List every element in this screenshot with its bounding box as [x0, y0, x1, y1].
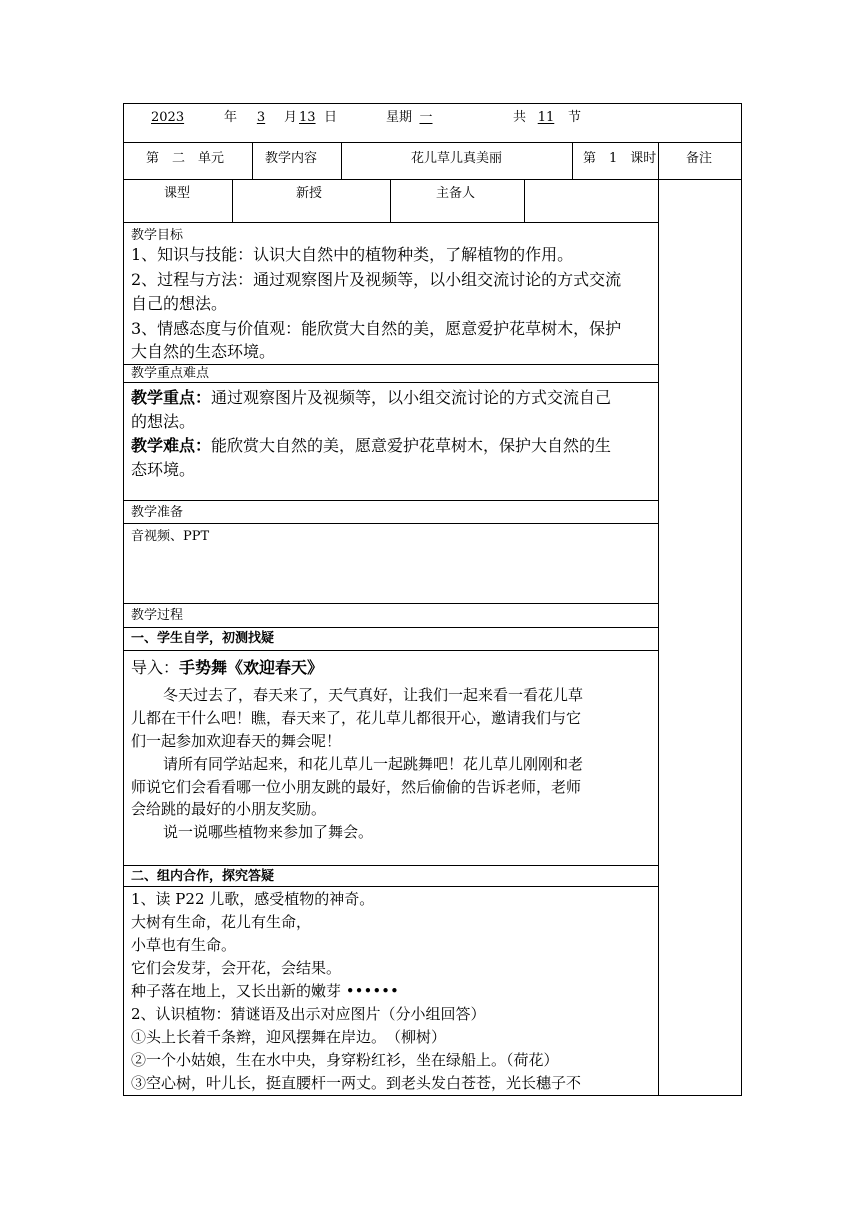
table-top-border	[123, 103, 742, 104]
weekday-value: 一	[419, 110, 433, 125]
difficulty-text-cont: 态环境。	[131, 460, 196, 479]
row-divider-header	[123, 142, 742, 143]
objectives-label: 教学目标	[131, 228, 184, 243]
difficulty-label: 教学难点：	[131, 436, 212, 455]
preparer-column-divider	[524, 179, 525, 223]
weekday-label: 星期	[386, 110, 413, 125]
process-label: 教学过程	[131, 608, 184, 623]
focus-label: 教学重点：	[131, 388, 212, 407]
objective-line: 大自然的生态环境。	[131, 342, 276, 361]
intro-paragraph-line: 会给跳的最好的小朋友奖励。	[131, 800, 327, 818]
section2-line: 它们会发芽，会开花，会结果。	[131, 959, 342, 977]
section2-title: 二、组内合作，探究答疑	[131, 869, 275, 884]
row-divider-process-label	[123, 627, 659, 628]
row-divider-section1	[123, 650, 659, 651]
section2-line: 1、读 P22 儿歌，感受植物的神奇。	[131, 890, 375, 908]
section2-line: 小草也有生命。	[131, 936, 237, 954]
intro-paragraph-line: 师说它们会看看哪一位小朋友跳的最好，然后偷偷的告诉老师，老师	[131, 778, 582, 796]
remarks-column-divider	[658, 142, 659, 1096]
focus-text: 通过观察图片及视频等，以小组交流讨论的方式交流自己	[211, 388, 612, 407]
type-column-divider	[232, 179, 233, 223]
intro-prefix: 导入：	[131, 658, 180, 677]
key-points-label: 教学重点难点	[131, 366, 210, 381]
day-value: 13	[299, 110, 316, 125]
section2-line: 大树有生命，花儿有生命，	[131, 913, 312, 931]
focus-text-cont: 的想法。	[131, 412, 196, 431]
unit-column-divider	[252, 142, 253, 180]
table-bottom-border	[123, 1095, 742, 1096]
lesson-title: 花儿草儿真美丽	[410, 151, 502, 166]
preparer-label: 主备人	[436, 186, 476, 201]
table-right-border	[741, 103, 742, 1096]
section1-title: 一、学生自学，初测找疑	[131, 631, 275, 646]
preparation-label: 教学准备	[131, 505, 184, 520]
type-value: 新授	[296, 186, 323, 201]
intro-title: 手势舞《欢迎春天》	[179, 658, 324, 677]
intro-paragraph-line: 儿都在干什么吧！瞧，春天来了，花儿草儿都很开心，邀请我们与它	[131, 709, 582, 727]
preparation-value: 音视频、PPT	[131, 529, 210, 544]
focus-line	[131, 390, 611, 406]
section2-line: ③空心树，叶儿长，挺直腰杆一两丈。到老头发白苍苍，光长穗子不	[131, 1074, 582, 1092]
table-left-border	[123, 103, 124, 1096]
month-suffix: 月	[284, 110, 298, 125]
intro-paragraph-line: 们一起参加欢迎春天的舞会呢！	[131, 732, 342, 750]
day-suffix: 日	[324, 110, 338, 125]
month-value: 3	[256, 110, 266, 125]
total-value: 11	[537, 110, 555, 125]
title-column-divider	[572, 142, 573, 180]
type-label: 课型	[164, 186, 191, 201]
objective-line: 3、情感态度与价值观：能欣赏大自然的美，愿意爱护花草树木，保护	[131, 319, 622, 338]
intro-line	[131, 660, 323, 676]
intro-paragraph-line: 请所有同学站起来，和花儿草儿一起跳舞吧！花儿草儿刚刚和老	[163, 755, 584, 773]
year-value: 2023	[151, 110, 185, 125]
row-divider-section2	[123, 886, 659, 887]
row-divider-unit	[123, 179, 742, 180]
period-cell: 第 1 课时	[583, 151, 657, 166]
row-divider-keypoints	[123, 500, 659, 501]
row-divider-prep-label	[123, 523, 659, 524]
intro-paragraph-line: 说一说哪些植物来参加了舞会。	[163, 823, 374, 841]
year-suffix: 年	[224, 110, 238, 125]
type-value-column-divider	[390, 179, 391, 223]
content-label: 教学内容	[265, 151, 318, 166]
total-suffix: 节	[568, 110, 582, 125]
row-divider-type	[123, 222, 659, 223]
row-divider-keypoints-label	[123, 382, 659, 383]
row-divider-prep	[123, 603, 659, 604]
objective-line: 自己的想法。	[131, 294, 228, 313]
section2-line: 2、认识植物：猜谜语及出示对应图片（分小组回答）	[131, 1005, 486, 1023]
total-label: 共	[513, 110, 527, 125]
difficulty-text: 能欣赏大自然的美，愿意爱护花草树木，保护大自然的生	[211, 436, 612, 455]
difficulty-line	[131, 438, 611, 454]
remarks-label: 备注	[686, 151, 713, 166]
objective-line: 1、知识与技能：认识大自然中的植物种类，了解植物的作用。	[131, 245, 574, 264]
unit-cell: 第 二 单元	[146, 151, 225, 166]
row-divider-objectives	[123, 364, 659, 365]
section2-line: ②一个小姑娘，生在水中央，身穿粉红衫，坐在绿船上。（荷花）	[131, 1051, 559, 1069]
objective-line: 2、过程与方法：通过观察图片及视频等，以小组交流讨论的方式交流	[131, 270, 622, 289]
row-divider-section1-body	[123, 865, 659, 866]
intro-paragraph-line: 冬天过去了，春天来了，天气真好，让我们一起来看一看花儿草	[163, 686, 584, 704]
section2-line: ①头上长着千条辫，迎风摆舞在岸边。 （柳树）	[131, 1028, 447, 1046]
section2-line: 种子落在地上，又长出新的嫩芽 ••••••	[131, 982, 399, 1000]
